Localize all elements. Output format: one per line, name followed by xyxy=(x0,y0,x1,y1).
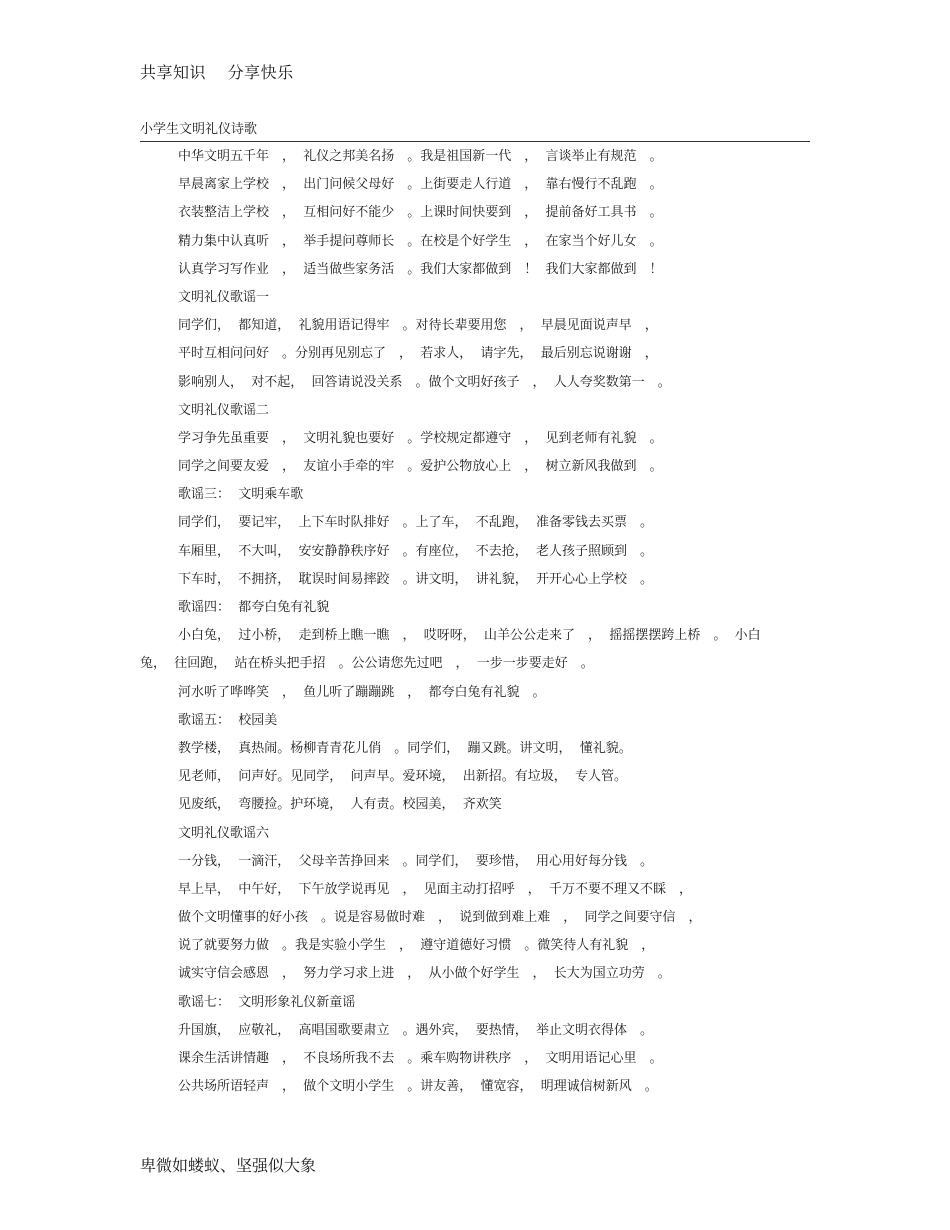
poem-line: 学习争先虽重要 ， 文明礼貌也要好 。学校规定都遵守 ， 见到老师有礼貌 。 xyxy=(178,430,663,446)
poem-line: 同学们， 都知道， 礼貌用语记得牢 。对待长辈要用您 ， 早晨见面说声早 ， xyxy=(178,318,658,334)
poem-line: 教学楼， 真热闹。杨柳青青花儿俏 。同学们， 蹦又跳。讲文明， 懂礼貌。 xyxy=(178,740,632,756)
poem-line: 见废纸， 弯腰捡。护环境， 人有责。校园美， 齐欢笑 xyxy=(178,797,502,813)
poem-line: 精力集中认真听 ， 举手提问尊师长 。在校是个好学生 ， 在家当个好儿女 。 xyxy=(178,233,663,249)
poem-line: 文明礼仪歌谣一 xyxy=(178,289,270,305)
poem-line: 中华文明五千年 ， 礼仪之邦美名扬 。我是祖国新一代 ， 言谈举止有规范 。 xyxy=(178,149,663,164)
page-footer: 卑微如蝼蚁、坚强似大象 xyxy=(140,1156,317,1175)
poem-line: 同学们， 要记牢， 上下车时队排好 。上了车， 不乱跑， 准备零钱去买票 。 xyxy=(178,515,654,531)
poem-line: 升国旗， 应敬礼， 高唱国歌要肃立 。遇外宾， 要热情， 举止文明衣得体 。 xyxy=(178,1022,654,1038)
poem-line: 歌谣四： 都夸白兔有礼貌 xyxy=(178,600,330,615)
poem-line: 平时互相问问好 。分别再见别忘了 ， 若求人， 请字先， 最后别忘说谢谢 ， xyxy=(178,346,658,362)
document-title: 小学生文明礼仪诗歌 xyxy=(140,122,258,137)
poem-line: 公共场所语轻声 ， 做个文明小学生 。讲友善， 懂宽容， 明理诚信树新风 。 xyxy=(178,1079,658,1095)
poem-line: 同学之间要友爱 ， 友谊小手牵的牢 。爱护公物放心上 ， 树立新风我做到 。 xyxy=(178,459,663,475)
poem-line: 一分钱， 一滴汗， 父母辛苦挣回来 。同学们， 要珍惜， 用心用好每分钱 。 xyxy=(178,853,654,869)
poem-line: 歌谣七： 文明形象礼仪新童谣 xyxy=(178,994,356,1010)
poem-line: 认真学习写作业 ， 适当做些家务活 。我们大家都做到 ！ 我们大家都做到 ！ xyxy=(178,261,663,277)
poem-line: 歌谣三： 文明乘车歌 xyxy=(178,487,304,503)
header-left-text: 共享知识 xyxy=(140,63,207,82)
poem-line: 文明礼仪歌谣六 xyxy=(178,825,270,841)
poem-body xyxy=(140,143,810,1101)
poem-line: 下车时， 不拥挤， 耽误时间易摔跤 。讲文明， 讲礼貌， 开开心心上学校 。 xyxy=(178,571,654,587)
poem-line: 课余生活讲情趣 ， 不良场所我不去 。乘车购物讲秩序 ， 文明用语记心里 。 xyxy=(178,1051,663,1066)
poem-line: 河水听了哗哗笑 ， 鱼儿听了蹦蹦跳 ， 都夸白兔有礼貌 。 xyxy=(178,684,546,700)
poem-line: 兔， 往回跑， 站在桥头把手招 。公公请您先过吧 ， 一步一步要走好 。 xyxy=(140,656,594,672)
poem-line: 做个文明懂事的好小孩 。说是容易做时难 ， 说到做到难上难 ， 同学之间要守信 ， xyxy=(178,910,702,926)
poem-line: 早上早， 中午好， 下午放学说再见 ， 见面主动打招呼 ， 千万不要不理又不睬 ， xyxy=(178,881,693,897)
poem-line: 衣装整洁上学校 ， 互相问好不能少 。上课时间快要到 ， 提前备好工具书 。 xyxy=(178,205,663,221)
poem-line: 说了就要努力做 。我是实验小学生 ， 遵守道德好习惯 。微笑待人有礼貌 ， xyxy=(178,938,655,954)
poem-line: 影响别人， 对不起， 回答请说没关系 。做个文明好孩子 ， 人人夸奖数第一 。 xyxy=(178,374,671,390)
poem-line: 车厢里， 不大叫， 安安静静秩序好 。有座位， 不去抢， 老人孩子照顾到 。 xyxy=(178,543,654,559)
title-divider xyxy=(140,141,810,142)
poem-line: 文明礼仪歌谣二 xyxy=(178,402,270,418)
poem-line: 见老师， 问声好。见同学， 问声早。爱环境， 出新招。有垃圾， 专人管。 xyxy=(178,769,628,785)
poem-line: 歌谣五： 校园美 xyxy=(178,712,278,728)
page-header xyxy=(140,60,294,83)
poem-line: 早晨离家上学校 ， 出门问候父母好 。上街要走人行道 ， 靠右慢行不乱跑 。 xyxy=(178,177,663,193)
poem-line: 诚实守信会感恩 ， 努力学习求上进 ， 从小做个好学生 ， 长大为国立功劳 。 xyxy=(178,966,671,982)
header-right-text: 分享快乐 xyxy=(227,63,294,82)
poem-line: 小白兔， 过小桥， 走到桥上瞧一瞧 ， 哎呀呀， 山羊公公走来了 ， 摇摇摆摆跨上桥 。 小白 xyxy=(178,628,761,644)
